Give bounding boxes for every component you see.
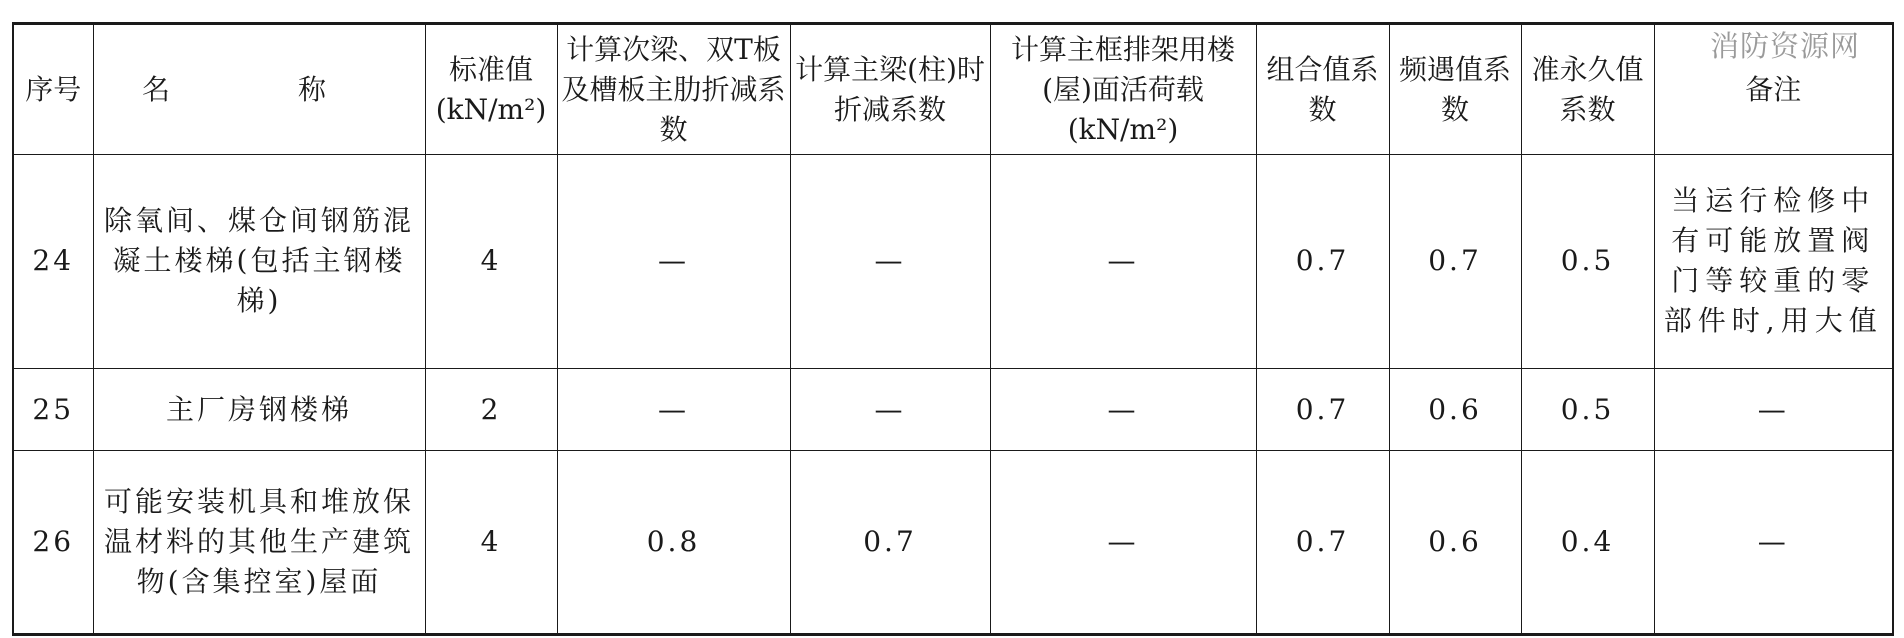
- watermark-text: 消防资源网: [1710, 29, 1861, 63]
- header-quasi-permanent-factor: 准永久值系数: [1521, 24, 1654, 155]
- header-remarks: 备注: [1654, 24, 1893, 155]
- cell-frame-load: —: [990, 155, 1256, 369]
- cell-seq: 26: [13, 451, 93, 635]
- header-name-text: 名 称: [141, 72, 376, 106]
- table-row: [13, 155, 1893, 369]
- cell-remarks: —: [1654, 368, 1893, 451]
- cell-quasi-permanent-factor: 0.5: [1521, 368, 1654, 451]
- header-frame-load-unit: (kN/m²): [1067, 112, 1179, 146]
- cell-frequent-factor: 0.6: [1389, 451, 1521, 635]
- cell-frame-load: —: [990, 451, 1256, 635]
- cell-seq: 25: [13, 368, 93, 451]
- cell-standard-value: 4: [425, 451, 557, 635]
- cell-remarks: —: [1654, 451, 1893, 635]
- cell-main-beam-factor: 0.7: [790, 451, 990, 635]
- header-combination-factor: 组合值系数: [1256, 24, 1389, 155]
- cell-combination-factor: 0.7: [1256, 451, 1389, 635]
- cell-main-beam-factor: —: [790, 368, 990, 451]
- table-row: [13, 368, 1893, 451]
- cell-name: 主厂房钢楼梯: [93, 368, 425, 451]
- cell-frame-load: —: [990, 368, 1256, 451]
- cell-main-beam-factor: —: [790, 155, 990, 369]
- table-row: [13, 451, 1893, 635]
- table-body: [13, 155, 1893, 635]
- header-main-beam-factor: 计算主梁(柱)时折减系数: [790, 24, 990, 155]
- cell-secondary-beam-factor: 0.8: [557, 451, 790, 635]
- cell-secondary-beam-factor: —: [557, 155, 790, 369]
- header-standard-unit: (kN/m²): [435, 92, 547, 126]
- header-row: [13, 24, 1893, 155]
- cell-remarks: 当运行检修中有可能放置阀门等较重的零部件时,用大值: [1654, 155, 1893, 369]
- cell-quasi-permanent-factor: 0.4: [1521, 451, 1654, 635]
- live-load-table: [12, 22, 1894, 636]
- cell-standard-value: 4: [425, 155, 557, 369]
- table-header: [13, 24, 1893, 155]
- header-name: [93, 24, 425, 155]
- cell-quasi-permanent-factor: 0.5: [1521, 155, 1654, 369]
- header-frame-load-label: 计算主框排架用楼(屋)面活荷载: [1010, 32, 1235, 106]
- cell-seq: 24: [13, 155, 93, 369]
- header-frequent-factor: 频遇值系数: [1389, 24, 1521, 155]
- cell-frequent-factor: 0.6: [1389, 368, 1521, 451]
- header-standard-value: [425, 24, 557, 155]
- cell-name: 可能安装机具和堆放保温材料的其他生产建筑物(含集控室)屋面: [93, 451, 425, 635]
- cell-secondary-beam-factor: —: [557, 368, 790, 451]
- header-standard-label: 标准值: [448, 52, 533, 86]
- cell-combination-factor: 0.7: [1256, 155, 1389, 369]
- header-frame-load: [990, 24, 1256, 155]
- cell-name: 除氧间、煤仓间钢筋混凝土楼梯(包括主钢楼梯): [93, 155, 425, 369]
- cell-combination-factor: 0.7: [1256, 368, 1389, 451]
- header-secondary-beam-factor: 计算次梁、双T板及槽板主肋折减系数: [557, 24, 790, 155]
- header-seq: 序号: [13, 24, 93, 155]
- cell-frequent-factor: 0.7: [1389, 155, 1521, 369]
- cell-standard-value: 2: [425, 368, 557, 451]
